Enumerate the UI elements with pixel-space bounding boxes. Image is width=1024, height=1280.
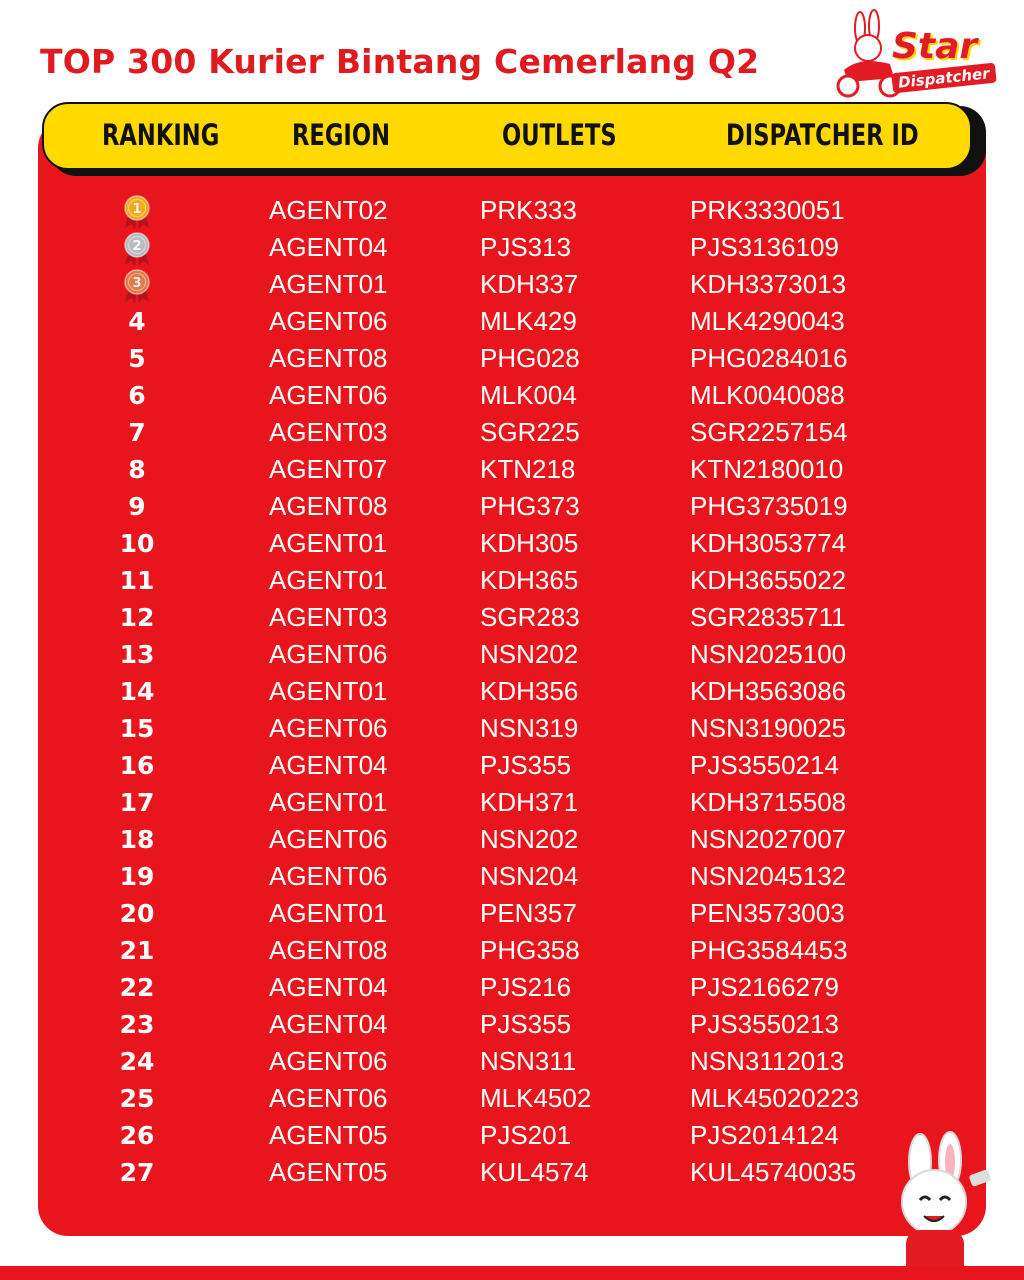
rank-number: 18 — [119, 825, 155, 854]
dispatcher-id-cell: PJS3550214 — [690, 750, 839, 780]
table-row — [0, 303, 1024, 340]
rank-number: 24 — [119, 1047, 155, 1076]
outlet-cell: KDH305 — [480, 528, 579, 558]
region-cell: AGENT01 — [269, 898, 388, 928]
header-outlets: OUTLETS — [502, 118, 617, 152]
logo-star-text: Star — [892, 26, 978, 67]
dispatcher-id-cell: PHG0284016 — [690, 343, 848, 373]
outlet-cell: PJS216 — [480, 972, 572, 1002]
rank-number: 11 — [119, 566, 155, 595]
rank-number: 17 — [119, 788, 155, 817]
region-cell: AGENT08 — [269, 935, 388, 965]
outlet-cell: NSN204 — [480, 861, 579, 891]
gold-medal-icon — [120, 194, 154, 230]
table-row — [0, 673, 1024, 710]
region-cell: AGENT05 — [269, 1157, 388, 1187]
outlet-cell: PJS313 — [480, 232, 572, 262]
region-cell: AGENT01 — [269, 269, 388, 299]
table-row — [0, 969, 1024, 1006]
outlet-cell: KDH371 — [480, 787, 579, 817]
dispatcher-id-cell: SGR2835711 — [690, 602, 846, 632]
dispatcher-id-cell: PJS3136109 — [690, 232, 839, 262]
medal-number: 1 — [132, 202, 142, 217]
table-row — [0, 932, 1024, 969]
dispatcher-id-cell: KDH3563086 — [690, 676, 847, 706]
dispatcher-id-cell: KDH3715508 — [690, 787, 847, 817]
region-cell: AGENT06 — [269, 1046, 388, 1076]
dispatcher-id-cell: SGR2257154 — [690, 417, 848, 447]
region-cell: AGENT01 — [269, 676, 388, 706]
region-cell: AGENT04 — [269, 972, 388, 1002]
star-dispatcher-logo — [830, 8, 1000, 102]
dispatcher-id-cell: KDH3053774 — [690, 528, 847, 558]
rank-number: 27 — [119, 1158, 155, 1187]
outlet-cell: PJS355 — [480, 750, 572, 780]
table-row — [0, 821, 1024, 858]
dispatcher-id-cell: NSN2027007 — [690, 824, 847, 854]
dispatcher-id-cell: KDH3655022 — [690, 565, 847, 595]
table-row — [0, 525, 1024, 562]
outlet-cell: PHG373 — [480, 491, 580, 521]
table-row — [0, 414, 1024, 451]
logo-dispatcher-text: Dispatcher — [891, 63, 996, 94]
dispatcher-id-cell: MLK0040088 — [690, 380, 845, 410]
table-row — [0, 340, 1024, 377]
dispatcher-id-cell: PJS3550213 — [690, 1009, 839, 1039]
table-row — [0, 1080, 1024, 1117]
table-row — [0, 895, 1024, 932]
rank-number: 14 — [119, 677, 155, 706]
region-cell: AGENT06 — [269, 306, 388, 336]
rank-number: 20 — [119, 899, 155, 928]
dispatcher-id-cell: MLK4290043 — [690, 306, 845, 336]
rank-number: 26 — [119, 1121, 155, 1150]
medal-number: 2 — [132, 239, 142, 254]
rank-number: 16 — [119, 751, 155, 780]
outlet-cell: MLK004 — [480, 380, 577, 410]
table-row — [0, 784, 1024, 821]
dispatcher-id-cell: NSN2045132 — [690, 861, 847, 891]
dispatcher-id-cell: NSN2025100 — [690, 639, 847, 669]
region-cell: AGENT04 — [269, 1009, 388, 1039]
dispatcher-id-cell: NSN3190025 — [690, 713, 847, 743]
table-row — [0, 1006, 1024, 1043]
table-row — [0, 229, 1024, 266]
region-cell: AGENT01 — [269, 528, 388, 558]
dispatcher-id-cell: PRK3330051 — [690, 195, 845, 225]
table-row — [0, 858, 1024, 895]
region-cell: AGENT06 — [269, 1083, 388, 1113]
rank-number: 9 — [128, 492, 146, 521]
dispatcher-id-cell: KUL45740035 — [690, 1157, 857, 1187]
rank-number: 25 — [119, 1084, 155, 1113]
region-cell: AGENT03 — [269, 602, 388, 632]
dispatcher-id-cell: KTN2180010 — [690, 454, 844, 484]
region-cell: AGENT02 — [269, 195, 388, 225]
rank-number: 4 — [128, 307, 146, 336]
region-cell: AGENT06 — [269, 713, 388, 743]
outlet-cell: KDH337 — [480, 269, 579, 299]
table-row — [0, 710, 1024, 747]
bottom-bar — [0, 1266, 1024, 1280]
rank-number: 22 — [119, 973, 155, 1002]
dispatcher-id-cell: PJS2166279 — [690, 972, 839, 1002]
outlet-cell: PRK333 — [480, 195, 577, 225]
table-row — [0, 562, 1024, 599]
header-ranking: RANKING — [102, 118, 220, 152]
outlet-cell: SGR225 — [480, 417, 580, 447]
outlet-cell: PHG028 — [480, 343, 580, 373]
rabbit-mascot-icon — [862, 1130, 1012, 1280]
page-title: TOP 300 Kurier Bintang Cemerlang Q2 — [40, 42, 760, 81]
region-cell: AGENT05 — [269, 1120, 388, 1150]
outlet-cell: KDH365 — [480, 565, 579, 595]
table-row — [0, 1043, 1024, 1080]
dispatcher-id-cell: NSN3112013 — [690, 1046, 845, 1076]
table-row — [0, 266, 1024, 303]
region-cell: AGENT04 — [269, 750, 388, 780]
rank-number: 8 — [128, 455, 146, 484]
dispatcher-id-cell: KDH3373013 — [690, 269, 847, 299]
table-row — [0, 599, 1024, 636]
region-cell: AGENT08 — [269, 491, 388, 521]
table-row — [0, 451, 1024, 488]
header-region: REGION — [292, 118, 391, 152]
region-cell: AGENT06 — [269, 639, 388, 669]
outlet-cell: NSN202 — [480, 824, 579, 854]
rank-number: 10 — [119, 529, 155, 558]
region-cell: AGENT04 — [269, 232, 388, 262]
outlet-cell: NSN319 — [480, 713, 579, 743]
table-header — [42, 102, 972, 170]
dispatcher-id-cell: PHG3735019 — [690, 491, 848, 521]
dispatcher-id-cell: PJS2014124 — [690, 1120, 839, 1150]
outlet-cell: PHG358 — [480, 935, 580, 965]
outlet-cell: MLK4502 — [480, 1083, 592, 1113]
outlet-cell: NSN311 — [480, 1046, 577, 1076]
table-row — [0, 488, 1024, 525]
outlet-cell: PEN357 — [480, 898, 577, 928]
table-row — [0, 377, 1024, 414]
region-cell: AGENT01 — [269, 787, 388, 817]
dispatcher-id-cell: PHG3584453 — [690, 935, 848, 965]
region-cell: AGENT01 — [269, 565, 388, 595]
rank-number: 15 — [119, 714, 155, 743]
silver-medal-icon — [120, 231, 154, 267]
rank-number: 19 — [119, 862, 155, 891]
rank-number: 12 — [119, 603, 155, 632]
region-cell: AGENT06 — [269, 380, 388, 410]
table-row — [0, 747, 1024, 784]
outlet-cell: PJS355 — [480, 1009, 572, 1039]
region-cell: AGENT03 — [269, 417, 388, 447]
rank-number: 7 — [128, 418, 146, 447]
region-cell: AGENT06 — [269, 824, 388, 854]
bronze-medal-icon — [120, 268, 154, 304]
outlet-cell: PJS201 — [480, 1120, 572, 1150]
table-row — [0, 636, 1024, 673]
rank-number: 23 — [119, 1010, 155, 1039]
outlet-cell: KTN218 — [480, 454, 576, 484]
region-cell: AGENT08 — [269, 343, 388, 373]
rank-number: 6 — [128, 381, 146, 410]
region-cell: AGENT06 — [269, 861, 388, 891]
outlet-cell: SGR283 — [480, 602, 580, 632]
header-dispatcher-id: DISPATCHER ID — [726, 118, 919, 152]
outlet-cell: KDH356 — [480, 676, 579, 706]
medal-number: 3 — [132, 276, 142, 291]
table-row — [0, 192, 1024, 229]
rank-number: 5 — [128, 344, 146, 373]
ranking-table — [0, 192, 1024, 1191]
outlet-cell: KUL4574 — [480, 1157, 589, 1187]
outlet-cell: MLK429 — [480, 306, 577, 336]
rank-number: 13 — [119, 640, 155, 669]
region-cell: AGENT07 — [269, 454, 388, 484]
dispatcher-id-cell: PEN3573003 — [690, 898, 845, 928]
rank-number: 21 — [119, 936, 155, 965]
dispatcher-id-cell: MLK45020223 — [690, 1083, 860, 1113]
outlet-cell: NSN202 — [480, 639, 579, 669]
